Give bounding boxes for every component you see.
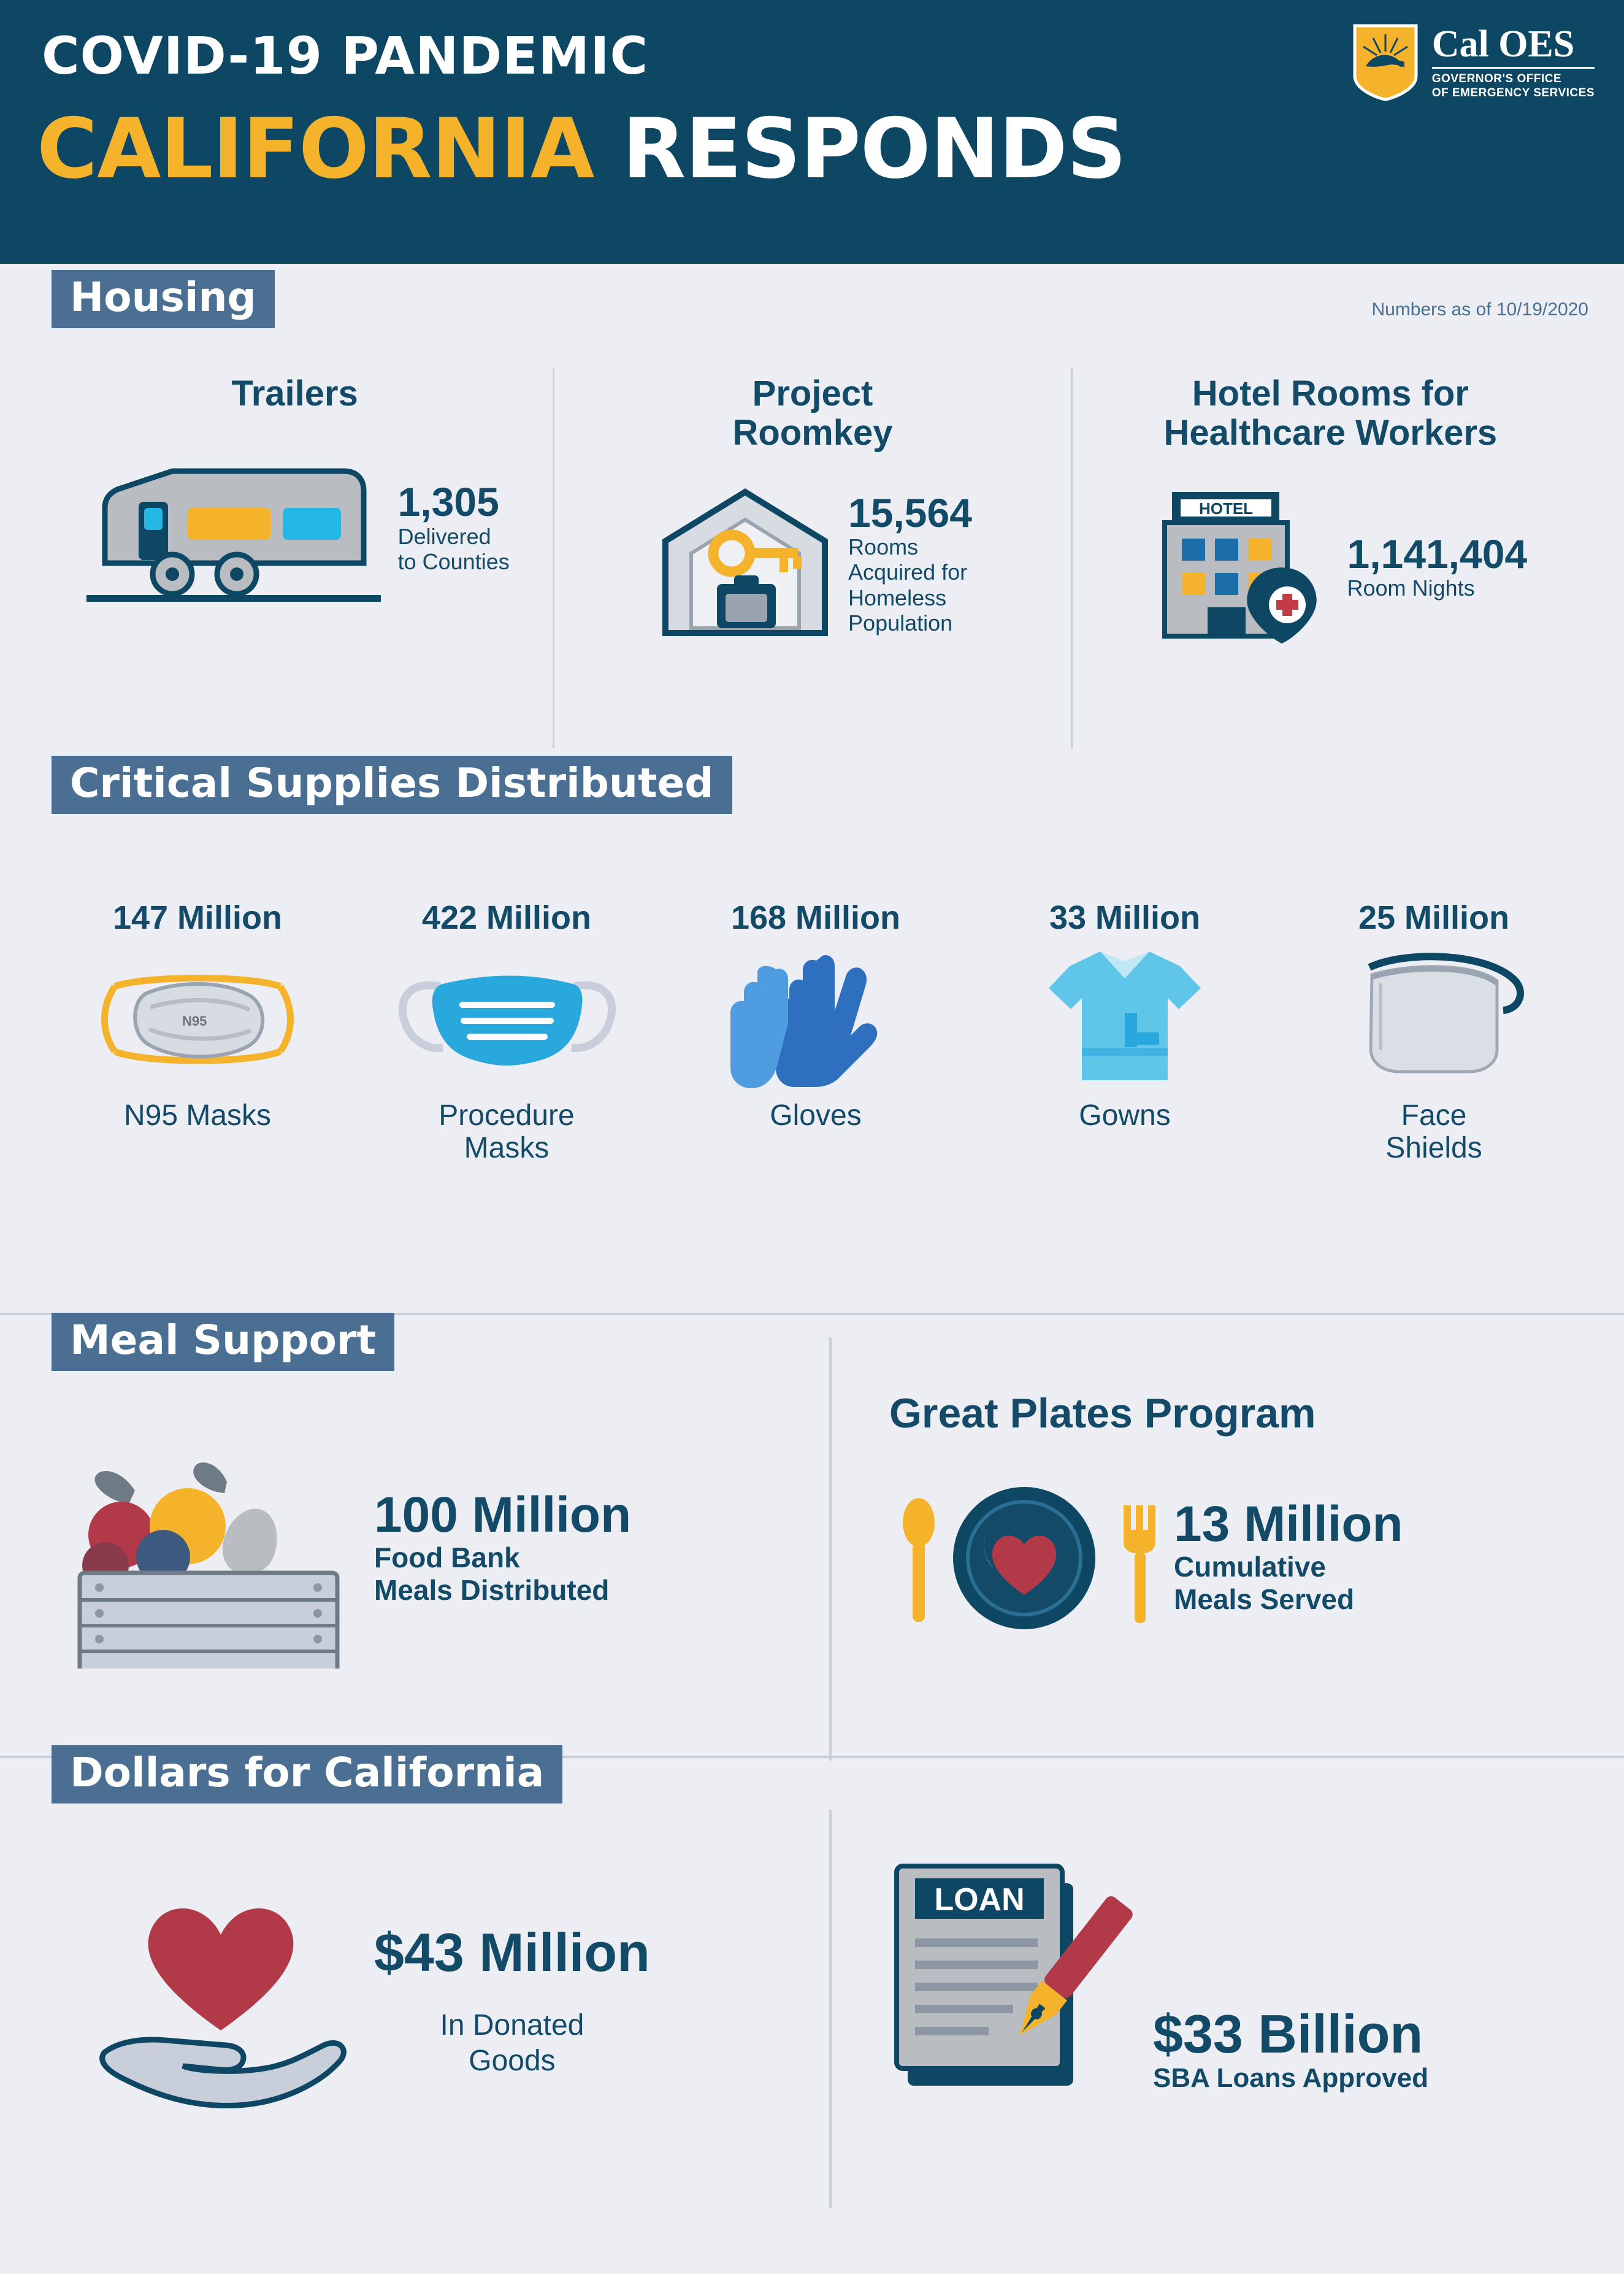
roomkey-label-line3: Homeless bbox=[848, 585, 947, 610]
numbers-as-of-label: Numbers as of 10/19/2020 bbox=[1371, 299, 1588, 320]
great-plates-title: Great Plates Program bbox=[889, 1390, 1316, 1437]
sba-value: $33 Billion bbox=[1153, 2003, 1423, 2064]
caloes-logo bbox=[1352, 23, 1595, 102]
page-header bbox=[0, 0, 1624, 264]
trailers-label-line2: to Counties bbox=[397, 548, 510, 574]
donated-label-line2: Goods bbox=[469, 2044, 556, 2077]
trailers-title: Trailers bbox=[231, 374, 358, 413]
trailers-label-line1: Delivered bbox=[397, 523, 491, 549]
hotel-body bbox=[1086, 474, 1575, 661]
svg-text:HOTEL: HOTEL bbox=[1198, 499, 1253, 518]
supplies-row bbox=[43, 899, 1588, 1165]
hotel-stat bbox=[1347, 533, 1528, 601]
n95-mask-icon bbox=[43, 947, 352, 1088]
hotel-label-line1: Room Nights bbox=[1347, 575, 1475, 601]
roomkey-label-line2: Acquired for bbox=[848, 559, 968, 585]
page-title-responds: RESPONDS bbox=[594, 101, 1126, 197]
procedure-mask-value: 422 Million bbox=[421, 899, 592, 936]
supply-item-face-shields bbox=[1279, 899, 1588, 1165]
great-plates-item bbox=[889, 1466, 1403, 1647]
logo-sub-line1: GOVERNOR'S OFFICE bbox=[1431, 72, 1562, 85]
face-shield-label-line2: Shields bbox=[1385, 1131, 1482, 1164]
foodbank-stat bbox=[374, 1486, 632, 1607]
section-banner-housing: Housing bbox=[52, 270, 275, 328]
warehouse-key-icon bbox=[653, 474, 837, 655]
sba-label: SBA Loans Approved bbox=[1153, 2063, 1429, 2094]
section-banner-dollars: Dollars for California bbox=[52, 1745, 562, 1803]
n95-value: 147 Million bbox=[112, 899, 283, 936]
great-plates-value: 13 Million bbox=[1174, 1496, 1403, 1552]
procedure-mask-label-line1: Procedure bbox=[439, 1099, 575, 1132]
face-shield-icon bbox=[1279, 947, 1588, 1088]
hotel-title-line2: Healthcare Workers bbox=[1163, 412, 1498, 453]
housing-item-hotel bbox=[1073, 368, 1588, 748]
roomkey-body bbox=[568, 474, 1057, 655]
procedure-mask-label-line2: Masks bbox=[464, 1131, 550, 1164]
page-title-line1: COVID-19 PANDEMIC bbox=[42, 26, 649, 86]
logo-main-text: Cal OES bbox=[1431, 23, 1575, 65]
section-banner-meals: Meal Support bbox=[52, 1313, 394, 1371]
housing-item-roomkey bbox=[554, 368, 1072, 748]
plate-heart-icon bbox=[889, 1466, 1159, 1647]
loan-doc-label: LOAN bbox=[934, 1882, 1025, 1918]
roomkey-label-line4: Population bbox=[848, 610, 953, 636]
meal-foodbank-item bbox=[43, 1423, 803, 1672]
hotel-icon bbox=[1134, 474, 1336, 661]
divider-dollars-vertical bbox=[829, 1810, 832, 2208]
face-shield-value: 25 Million bbox=[1358, 899, 1510, 936]
procedure-mask-icon bbox=[352, 947, 661, 1088]
great-plates-label-line2: Meals Served bbox=[1174, 1583, 1355, 1615]
trailers-value: 1,305 bbox=[397, 479, 499, 525]
gown-icon bbox=[970, 947, 1279, 1088]
housing-item-trailers bbox=[37, 368, 554, 748]
great-plates-stat bbox=[1174, 1498, 1403, 1616]
gowns-value: 33 Million bbox=[1049, 899, 1201, 936]
n95-badge-text: N95 bbox=[182, 1013, 207, 1029]
gloves-value: 168 Million bbox=[730, 899, 901, 936]
trailers-stat bbox=[398, 481, 510, 574]
caloes-logo-text bbox=[1432, 25, 1595, 101]
roomkey-title-line2: Roomkey bbox=[732, 412, 893, 453]
hotel-title-line1: Hotel Rooms for bbox=[1192, 374, 1469, 413]
face-shield-label-line1: Face bbox=[1401, 1099, 1467, 1132]
donated-value: $43 Million bbox=[374, 1921, 650, 1983]
dollars-sba-item bbox=[883, 1846, 1428, 2113]
page-title-line2 bbox=[37, 101, 1126, 197]
dollars-donated-item bbox=[80, 1877, 803, 2126]
foodbank-label-line2: Meals Distributed bbox=[374, 1573, 610, 1606]
great-plates-label-line1: Cumulative bbox=[1174, 1550, 1326, 1583]
n95-label: N95 Masks bbox=[123, 1099, 272, 1132]
roomkey-value: 15,564 bbox=[848, 490, 972, 536]
supply-item-gloves bbox=[661, 899, 970, 1132]
section-banner-supplies: Critical Supplies Distributed bbox=[52, 756, 732, 814]
housing-row bbox=[37, 368, 1588, 748]
loan-document-icon bbox=[883, 1846, 1141, 2113]
supply-item-n95 bbox=[43, 899, 352, 1132]
logo-divider bbox=[1432, 67, 1595, 69]
roomkey-label-line1: Rooms bbox=[848, 534, 919, 559]
sba-stat bbox=[1153, 2003, 1429, 2113]
donated-label-line1: In Donated bbox=[440, 2009, 584, 2042]
shield-icon bbox=[1352, 23, 1419, 102]
donated-stat bbox=[374, 1921, 650, 2079]
gloves-icon bbox=[661, 947, 970, 1088]
supply-item-gowns bbox=[970, 899, 1279, 1132]
trailers-body bbox=[50, 434, 539, 621]
gloves-label: Gloves bbox=[770, 1099, 862, 1132]
hand-heart-icon bbox=[80, 1877, 368, 2126]
page-title-california: CALIFORNIA bbox=[37, 101, 594, 197]
produce-crate-icon bbox=[43, 1423, 362, 1672]
foodbank-label-line1: Food Bank bbox=[374, 1541, 520, 1573]
gowns-label: Gowns bbox=[1079, 1099, 1171, 1132]
logo-sub-line2: OF EMERGENCY SERVICES bbox=[1431, 86, 1595, 99]
supply-item-procedure-mask bbox=[352, 899, 661, 1165]
trailer-icon bbox=[80, 434, 387, 621]
roomkey-title-line1: Project bbox=[752, 374, 873, 413]
hotel-value: 1,141,404 bbox=[1347, 531, 1528, 577]
divider-meals-vertical bbox=[829, 1337, 832, 1761]
foodbank-value: 100 Million bbox=[374, 1486, 632, 1543]
roomkey-stat bbox=[848, 492, 972, 636]
